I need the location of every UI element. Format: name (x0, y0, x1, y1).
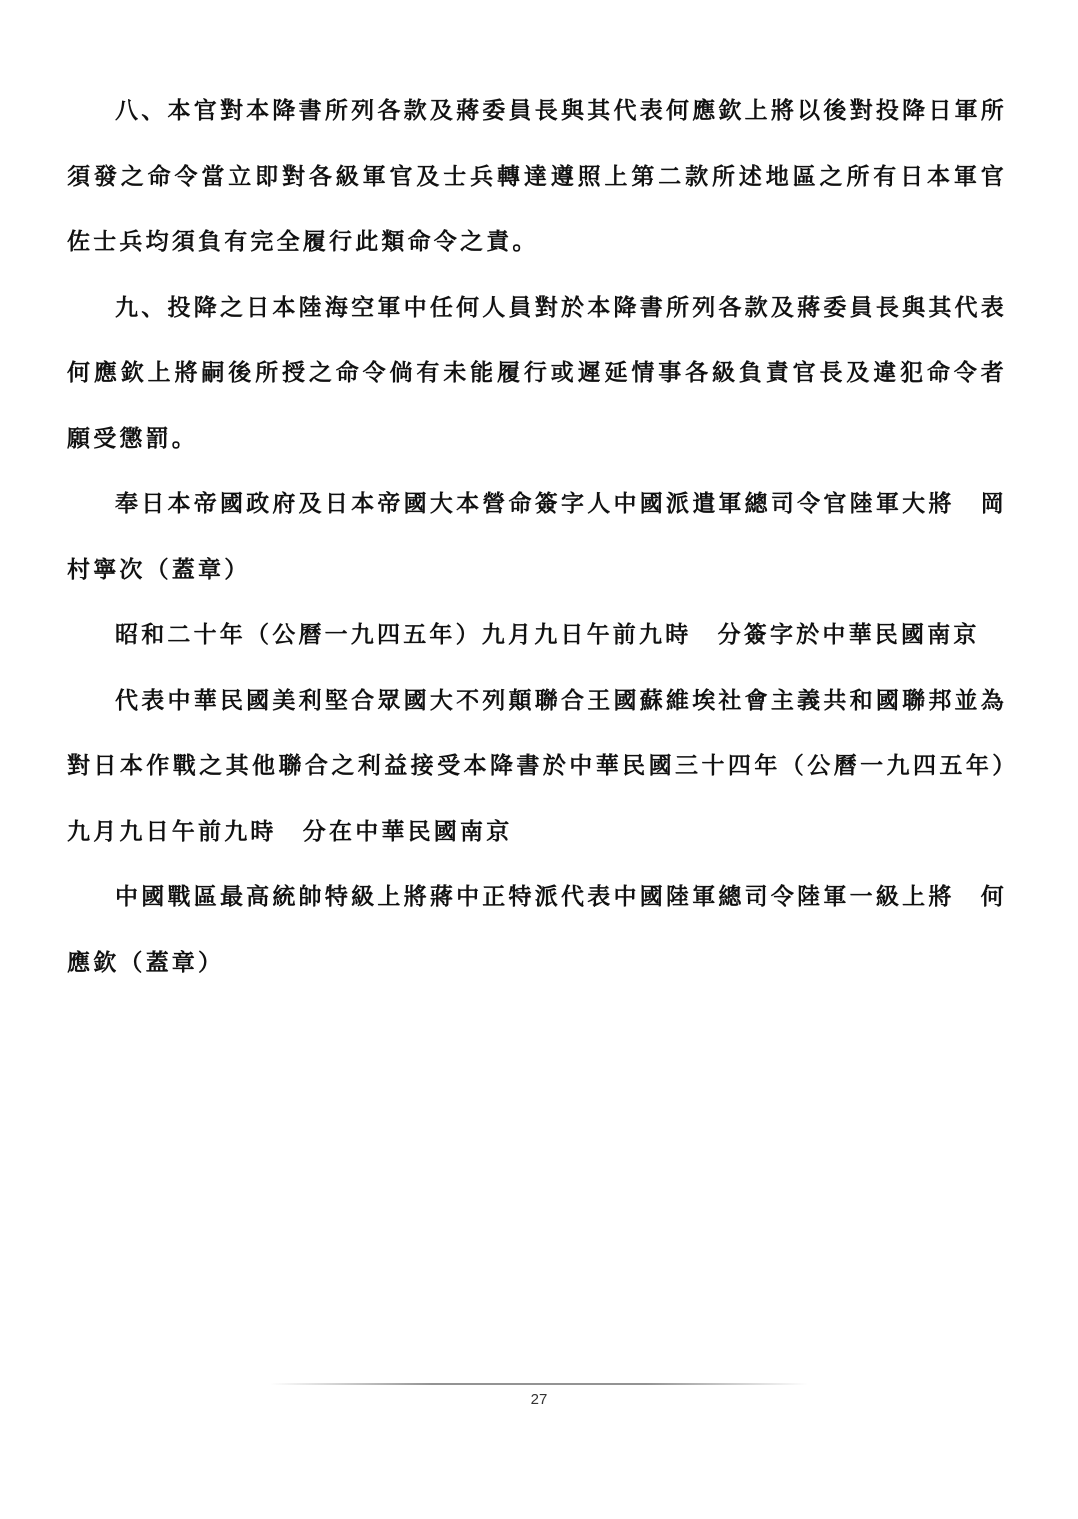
paragraph-allied-acceptance: 代表中華民國美利堅合眾國大不列顛聯合王國蘇維埃社會主義共和國聯邦並為對日本作戰之其他聯合之利益接受本降書於中華民國三十四年（公曆一九四五年）九月九日午前九時 分在中華民國南京 (67, 686, 1007, 845)
paragraph-chinese-signatory: 中國戰區最高統帥特級上將蔣中正特派代表中國陸軍總司令陸軍一級上將 何應欽（蓋章） (67, 883, 1007, 976)
document-body (67, 78, 1007, 995)
paragraph-japanese-signatory: 奉日本帝國政府及日本帝國大本營命簽字人中國派遣軍總司令官陸軍大將 岡村寧次（蓋章） (67, 490, 1007, 583)
paragraph-article-9: 九、投降之日本陸海空軍中任何人員對於本降書所列各款及蔣委員長與其代表何應欽上將嗣後所授之命令倘有未能履行或遲延情事各級負責官長及違犯命令者願受懲罰。 (67, 293, 1007, 452)
footer-divider (270, 1383, 808, 1385)
page-number: 27 (530, 1391, 548, 1408)
paragraph-japanese-date: 昭和二十年（公曆一九四五年）九月九日午前九時 分簽字於中華民國南京 (115, 621, 980, 648)
paragraph-article-8: 八、本官對本降書所列各款及蔣委員長與其代表何應欽上將以後對投降日軍所須發之命令當立即對各級軍官及士兵轉達遵照上第二款所述地區之所有日本軍官佐士兵均須負有完全履行此類命令之責。 (67, 97, 1007, 255)
